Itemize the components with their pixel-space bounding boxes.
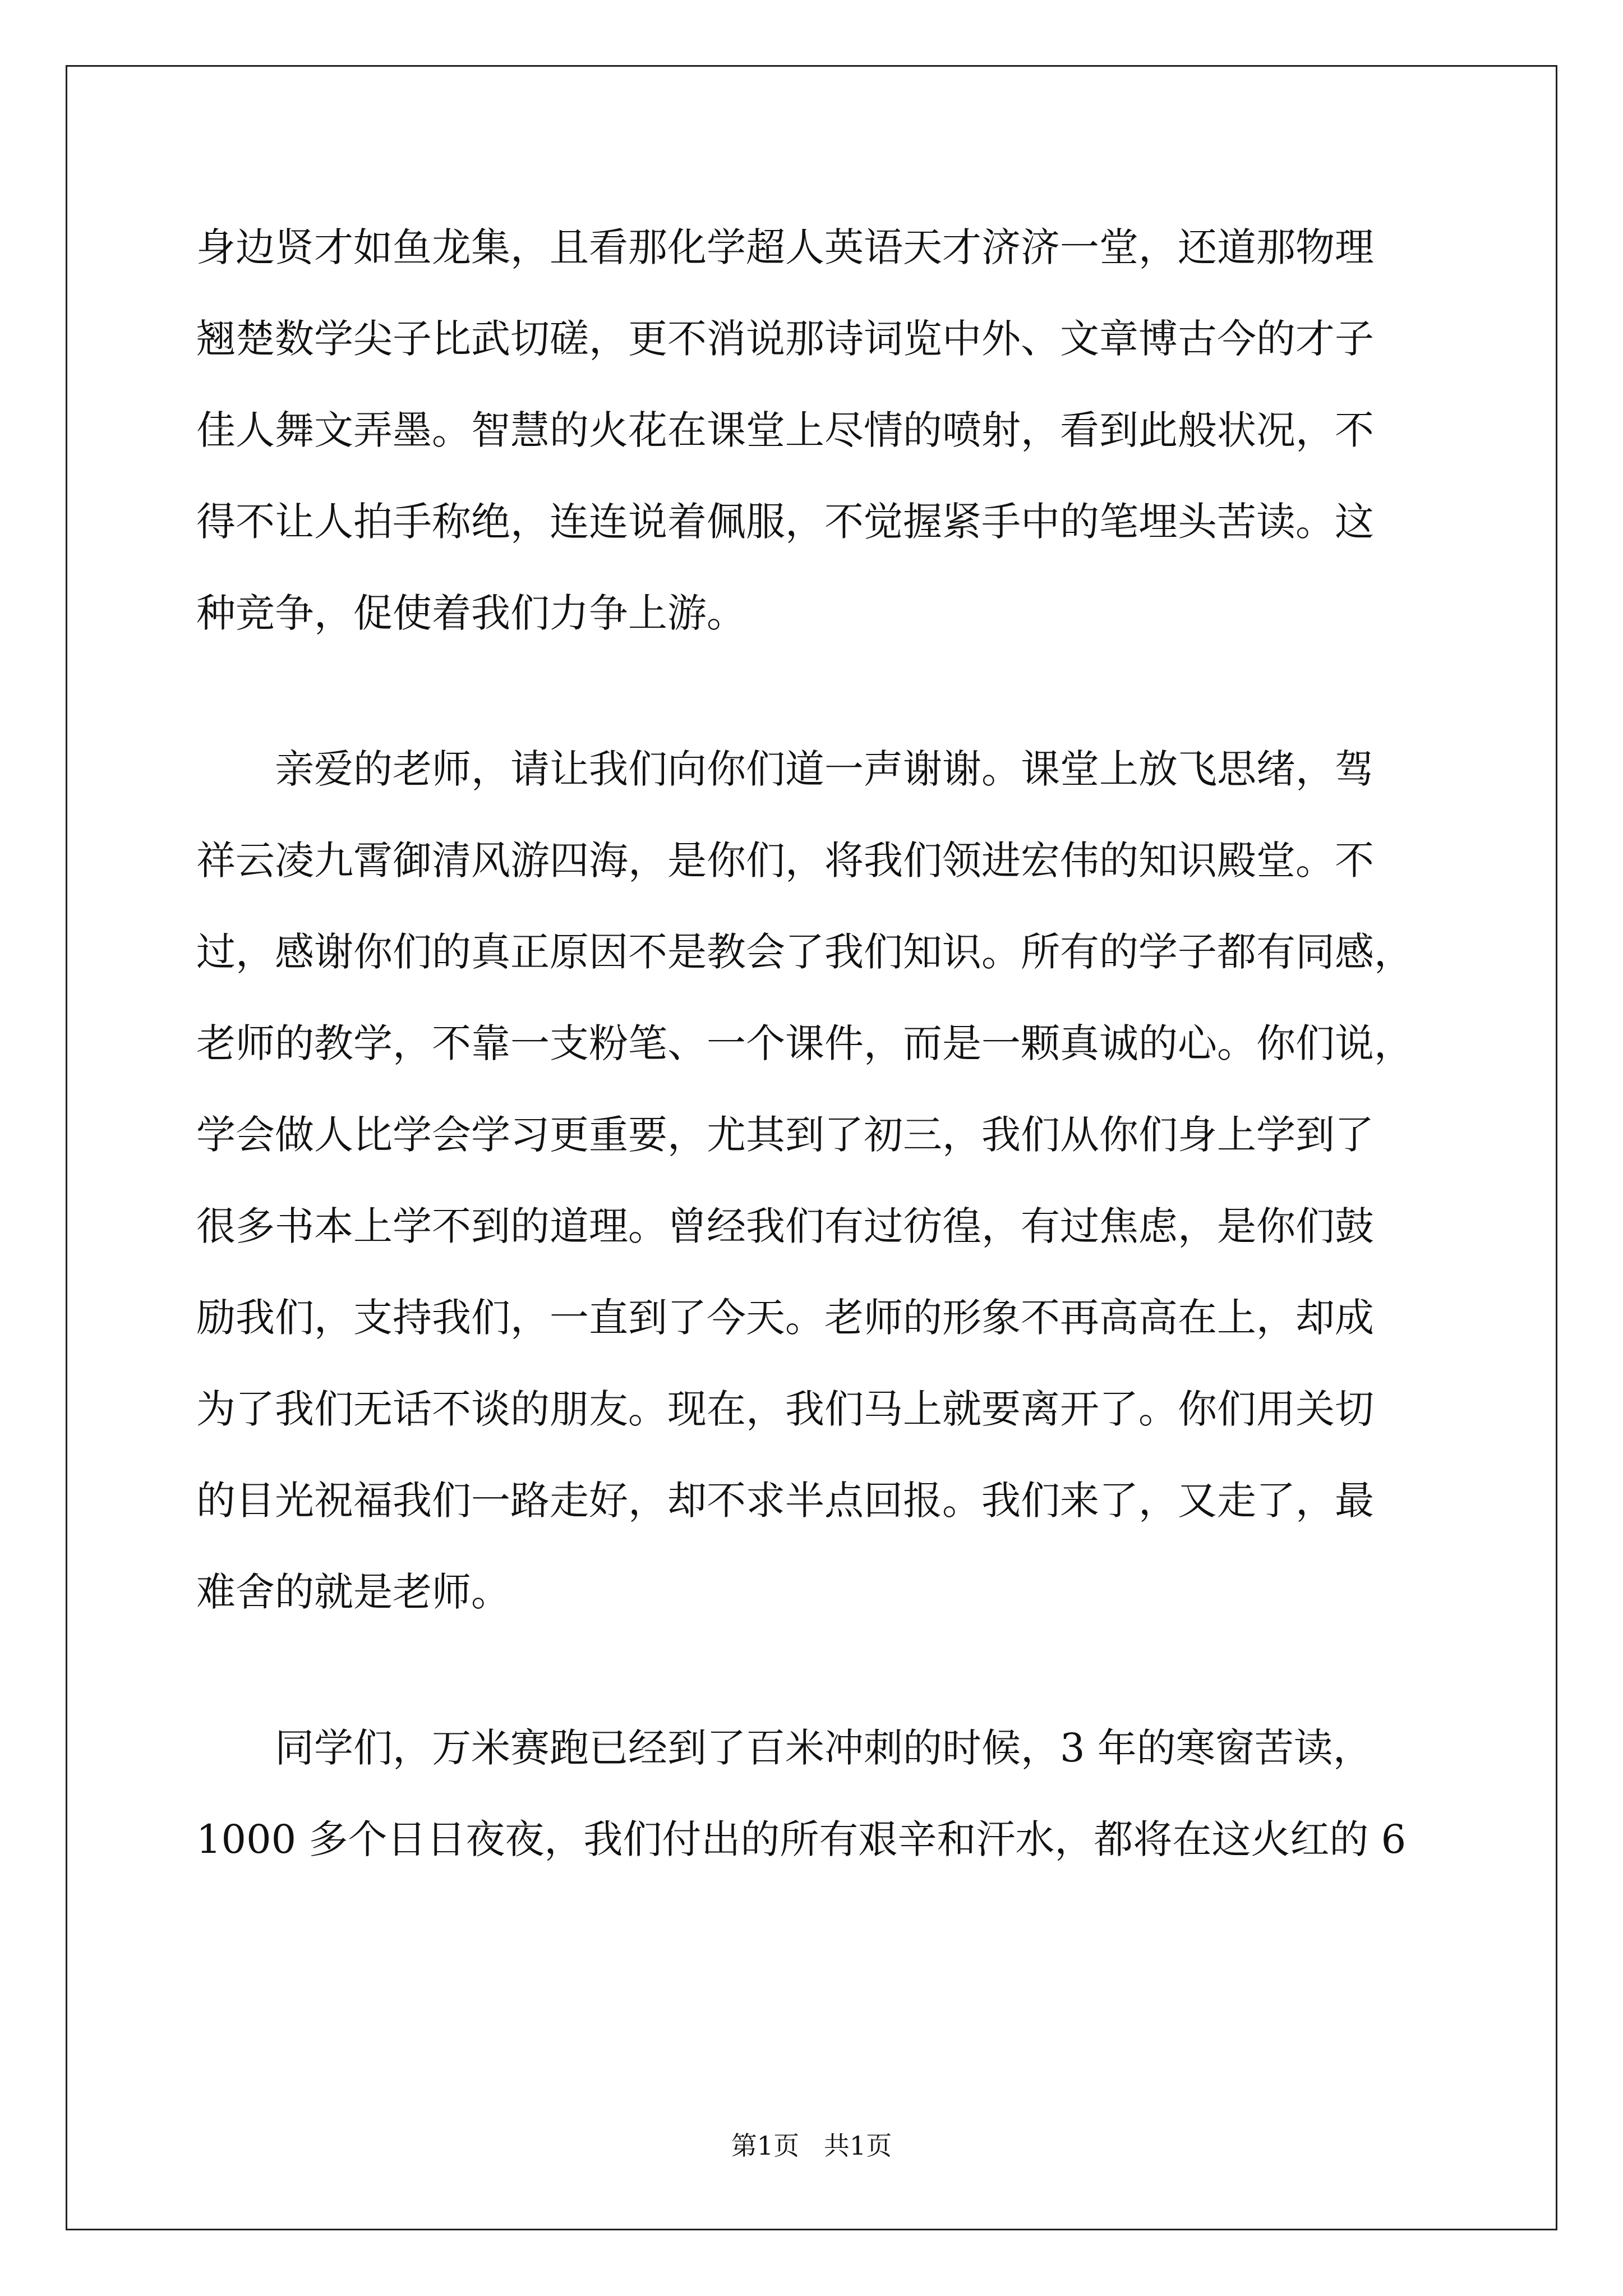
page-footer-page-number: 第1页 共1页 (731, 2131, 892, 2161)
paragraph-3-line-1: 同学们，万米赛跑已经到了百米冲刺的时候，3 年的寒窗苦读， (275, 1725, 1372, 1771)
paragraph-2-line-10: 难舍的就是老师。 (196, 1569, 510, 1615)
paragraph-1-line-3: 佳人舞文弄墨。智慧的火花在课堂上尽情的喷射，看到此般状况，不 (196, 407, 1374, 453)
paragraph-1-line-5: 种竞争，促使着我们力争上游。 (196, 590, 746, 636)
paragraph-2-line-6: 很多书本上学不到的道理。曾经我们有过彷徨，有过焦虑，是你们鼓 (196, 1203, 1374, 1249)
paragraph-spacer (196, 659, 1419, 724)
paragraph-2-line-2: 祥云凌九霄御清风游四海，是你们，将我们领进宏伟的知识殿堂。不 (196, 838, 1374, 884)
paragraph-2-line-4: 老师的教学，不靠一支粉笔、一个课件，而是一颗真诚的心。你们说， (196, 1020, 1413, 1066)
paragraph-2-line-5: 学会做人比学会学习更重要，尤其到了初三，我们从你们身上学到了 (196, 1112, 1374, 1158)
paragraph-spacer (196, 1638, 1419, 1703)
paragraph-1-line-1: 身边贤才如鱼龙集，且看那化学超人英语天才济济一堂，还道那物理 (196, 224, 1374, 270)
paragraph-1-line-4: 得不让人拍手称绝，连连说着佩服，不觉握紧手中的笔埋头苦读。这 (196, 499, 1374, 545)
paragraph-1-line-2: 翘楚数学尖子比武切磋，更不消说那诗词览中外、文章博古今的才子 (196, 316, 1374, 362)
document-body (196, 202, 1419, 1885)
paragraph-2-line-7: 励我们，支持我们，一直到了今天。老师的形象不再高高在上，却成 (196, 1295, 1374, 1341)
paragraph-2-line-9: 的目光祝福我们一路走好，却不求半点回报。我们来了，又走了，最 (196, 1478, 1374, 1524)
paragraph-3-line-2: 1000 多个日日夜夜，我们付出的所有艰辛和汗水，都将在这火红的 6 (196, 1816, 1407, 1862)
paragraph-2-line-8: 为了我们无话不谈的朋友。现在，我们马上就要离开了。你们用关切 (196, 1386, 1374, 1432)
paragraph-2-line-3: 过，感谢你们的真正原因不是教会了我们知识。所有的学子都有同感， (196, 929, 1413, 975)
paragraph-2-line-1: 亲爱的老师，请让我们向你们道一声谢谢。课堂上放飞思绪，驾 (275, 746, 1374, 792)
